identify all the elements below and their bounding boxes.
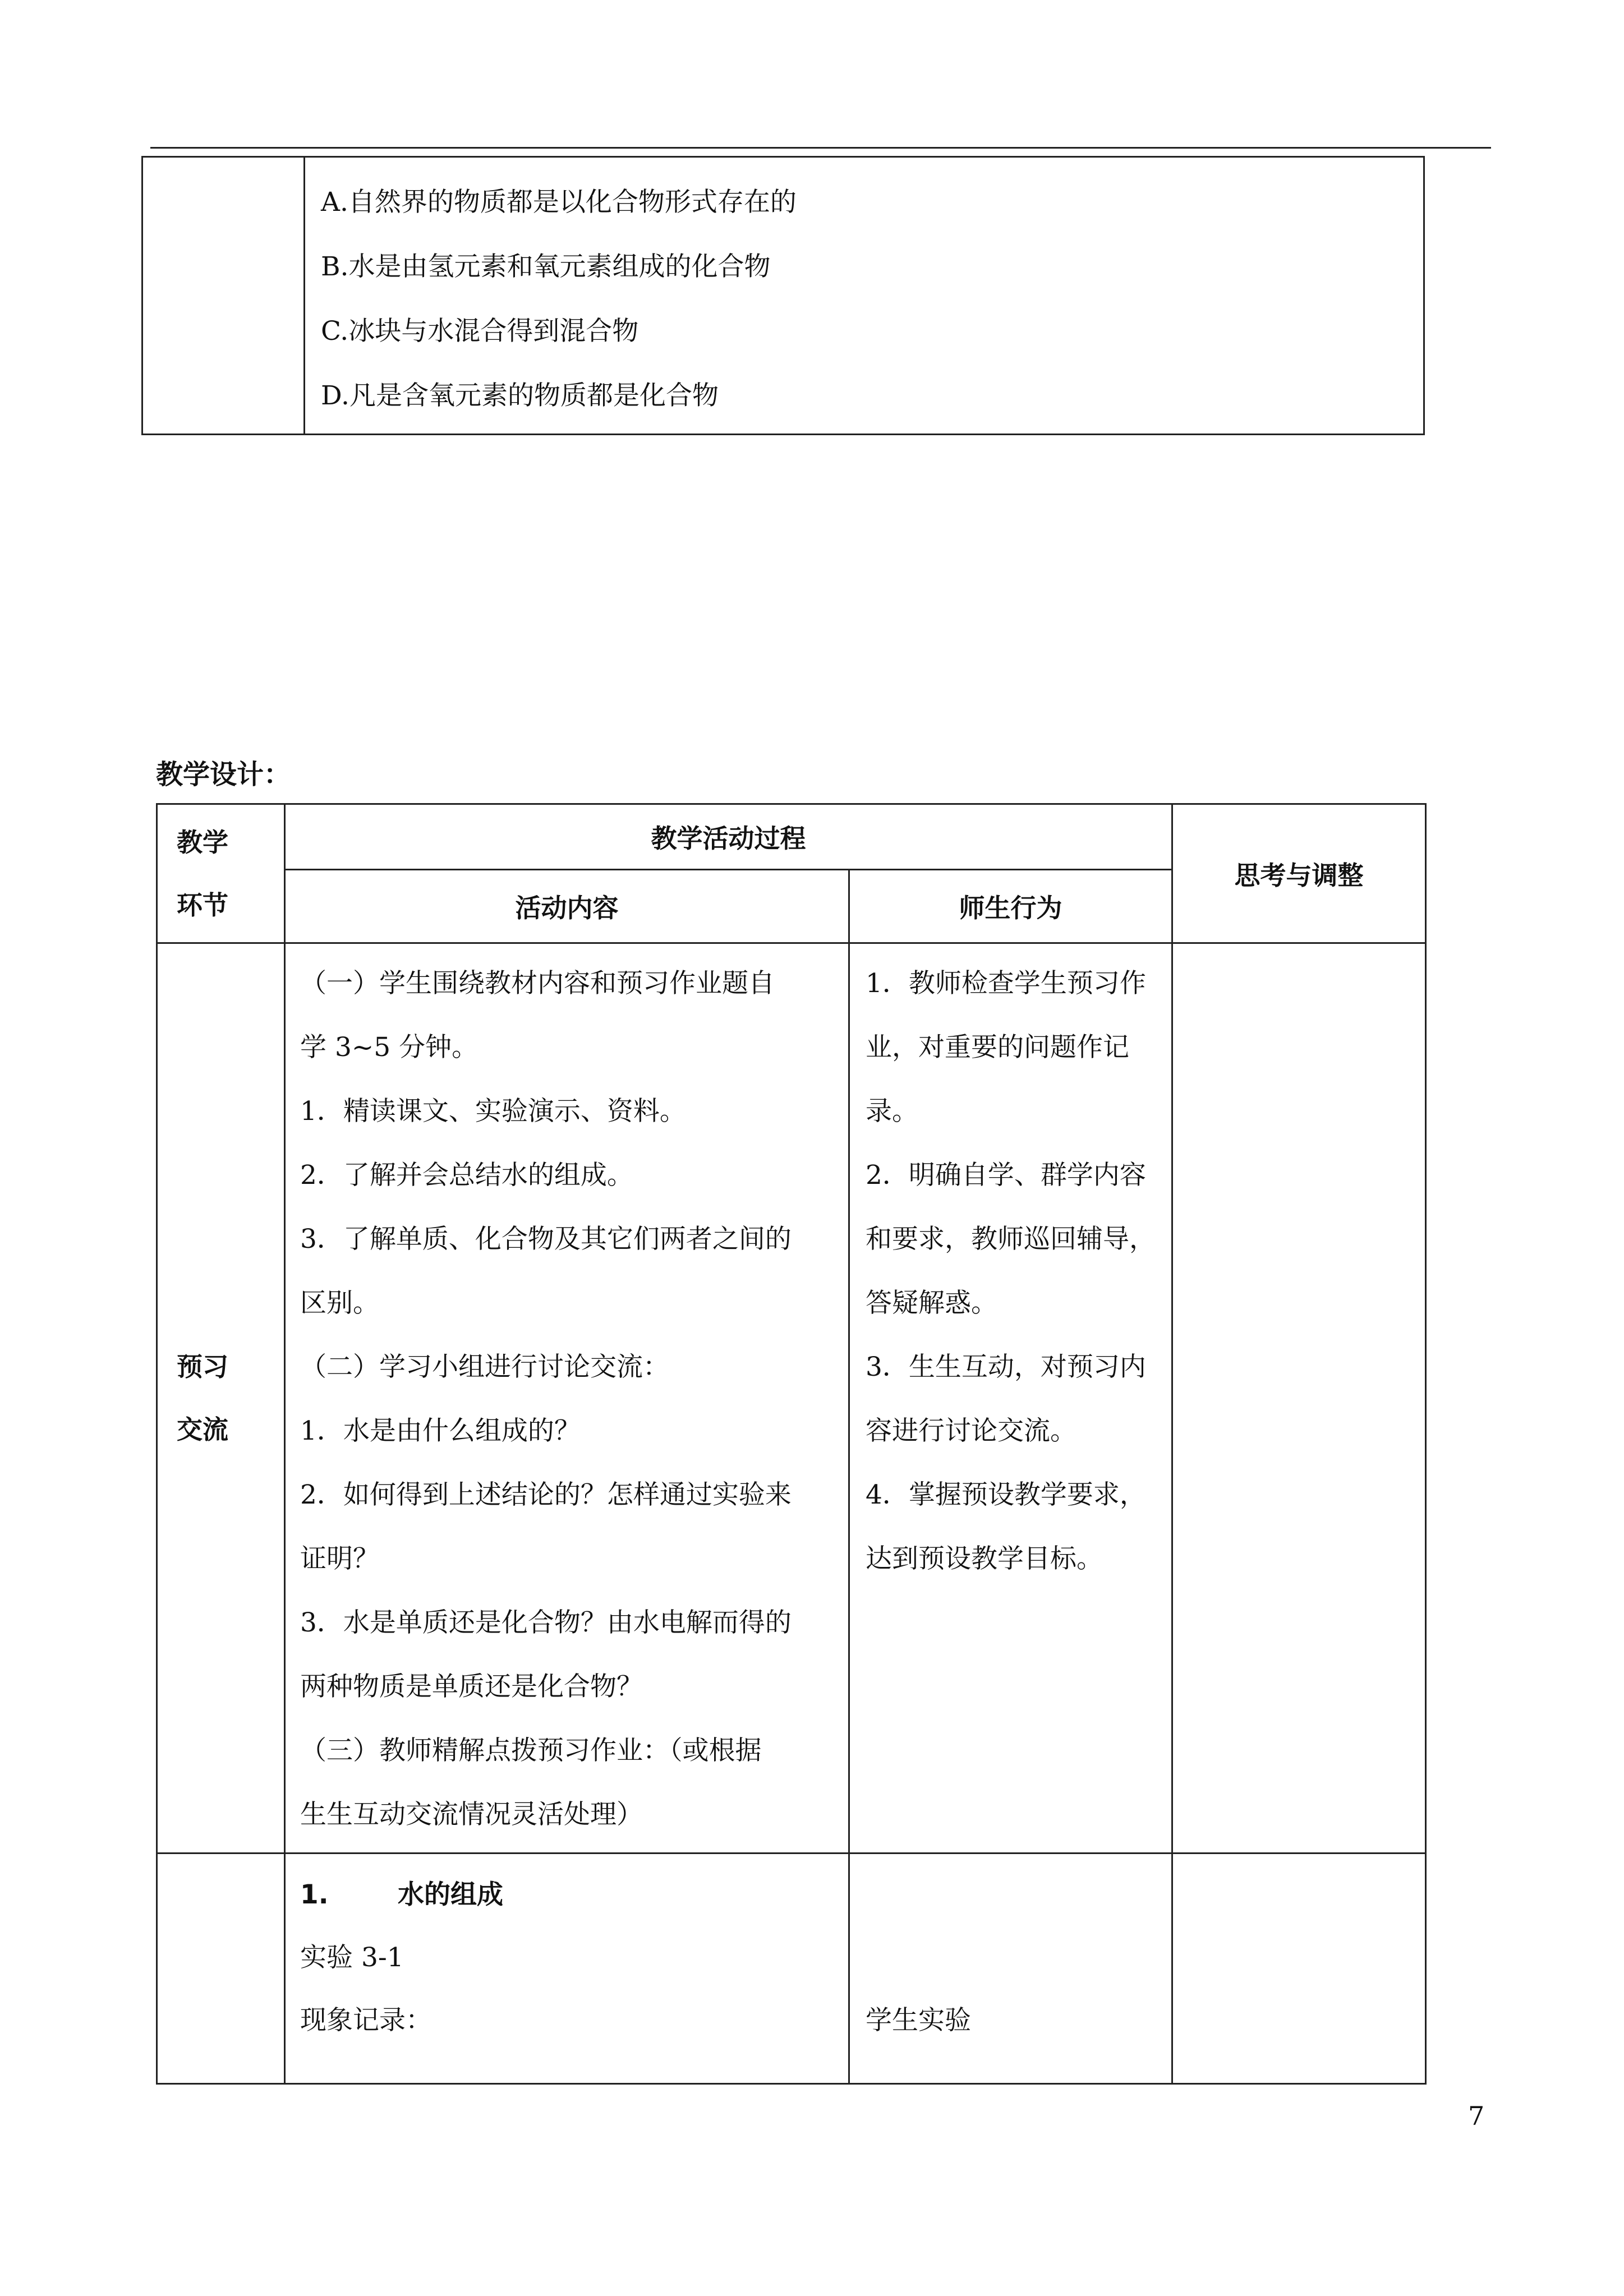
page-number: 7: [1468, 2101, 1485, 2131]
option-b: B.水是由氢元素和氧元素组成的化合物: [321, 251, 771, 282]
header-process: 教学活动过程: [285, 804, 1172, 870]
behavior-line: 录。: [866, 1096, 918, 1127]
teacher-student-behavior: [849, 943, 1172, 1854]
teacher-student-behavior: [849, 1854, 1172, 2084]
header-stage-line1: 教学: [177, 827, 228, 857]
thinking-cell: [1172, 943, 1426, 1854]
stage-cell-empty: [157, 1854, 285, 2084]
record-label: 现象记录：: [300, 2005, 432, 2036]
content-line: 学 3~5 分钟。: [300, 1032, 479, 1063]
content-line: （三）教师精解点拨预习作业：（或根据: [300, 1735, 762, 1766]
option-a: A.自然界的物质都是以化合物形式存在的: [321, 187, 797, 218]
teaching-design-table: [156, 803, 1427, 2085]
section-heading-text: 水的组成: [398, 1879, 503, 1910]
behavior-line: 容进行讨论交流。: [866, 1416, 1076, 1446]
header-thinking: 思考与调整: [1172, 804, 1426, 943]
header-content: 活动内容: [285, 870, 849, 943]
header-rule: [150, 147, 1491, 149]
table-row: [157, 1854, 1426, 2084]
content-line: （一）学生围绕教材内容和预习作业题自: [300, 968, 775, 999]
content-line: 区别。: [300, 1288, 379, 1318]
table-row: [157, 943, 1426, 1854]
behavior-line: 3．生生互动，对预习内: [866, 1352, 1146, 1382]
behavior-line: 达到预设教学目标。: [866, 1543, 1103, 1574]
content-line: 1．精读课文、实验演示、资料。: [300, 1096, 686, 1127]
behavior-line: 学生实验: [866, 2005, 971, 2036]
header-stage-line2: 环节: [177, 889, 228, 920]
behavior-line: 答疑解惑。: [866, 1288, 997, 1318]
stage-preview-exchange: [157, 943, 285, 1854]
section-heading: [300, 1863, 838, 1926]
stage-line2: 交流: [177, 1414, 228, 1445]
section-heading-number: 1.: [300, 1879, 329, 1910]
section-title: 教学设计：: [156, 759, 291, 790]
behavior-line: 2．明确自学、群学内容: [866, 1160, 1146, 1191]
content-line: （二）学习小组进行讨论交流：: [300, 1352, 669, 1382]
thinking-cell: [1172, 1854, 1426, 2084]
behavior-line: 和要求，教师巡回辅导，: [866, 1224, 1156, 1255]
options-cell: [305, 157, 1424, 435]
behavior-line: 4．掌握预设教学要求，: [866, 1479, 1146, 1510]
content-line: 3．了解单质、化合物及其它们两者之间的: [300, 1224, 792, 1255]
activity-content: [285, 1854, 849, 2084]
stage-line1: 预习: [177, 1352, 228, 1382]
content-line: 2．了解并会总结水的组成。: [300, 1160, 633, 1191]
behavior-line: 1．教师检查学生预习作: [866, 968, 1146, 999]
option-c: C.冰块与水混合得到混合物: [321, 316, 639, 347]
content-line: 生生互动交流情况灵活处理）: [300, 1799, 643, 1830]
content-line: 3．水是单质还是化合物？由水电解而得的: [300, 1607, 792, 1638]
behavior-line: 业，对重要的问题作记: [866, 1032, 1129, 1063]
content-line: 两种物质是单质还是化合物？: [300, 1671, 643, 1702]
activity-content: [285, 943, 849, 1854]
options-table: [141, 156, 1425, 435]
experiment-label: 实验 3-1: [300, 1942, 404, 1973]
content-line: 2．如何得到上述结论的？怎样通过实验来: [300, 1479, 792, 1510]
option-d: D.凡是含氧元素的物质都是化合物: [321, 380, 719, 411]
options-left-cell: [142, 157, 305, 435]
header-behavior: 师生行为: [849, 870, 1172, 943]
header-stage: [157, 804, 285, 943]
content-line: 1．水是由什么组成的？: [300, 1416, 581, 1446]
content-line: 证明？: [300, 1543, 379, 1574]
